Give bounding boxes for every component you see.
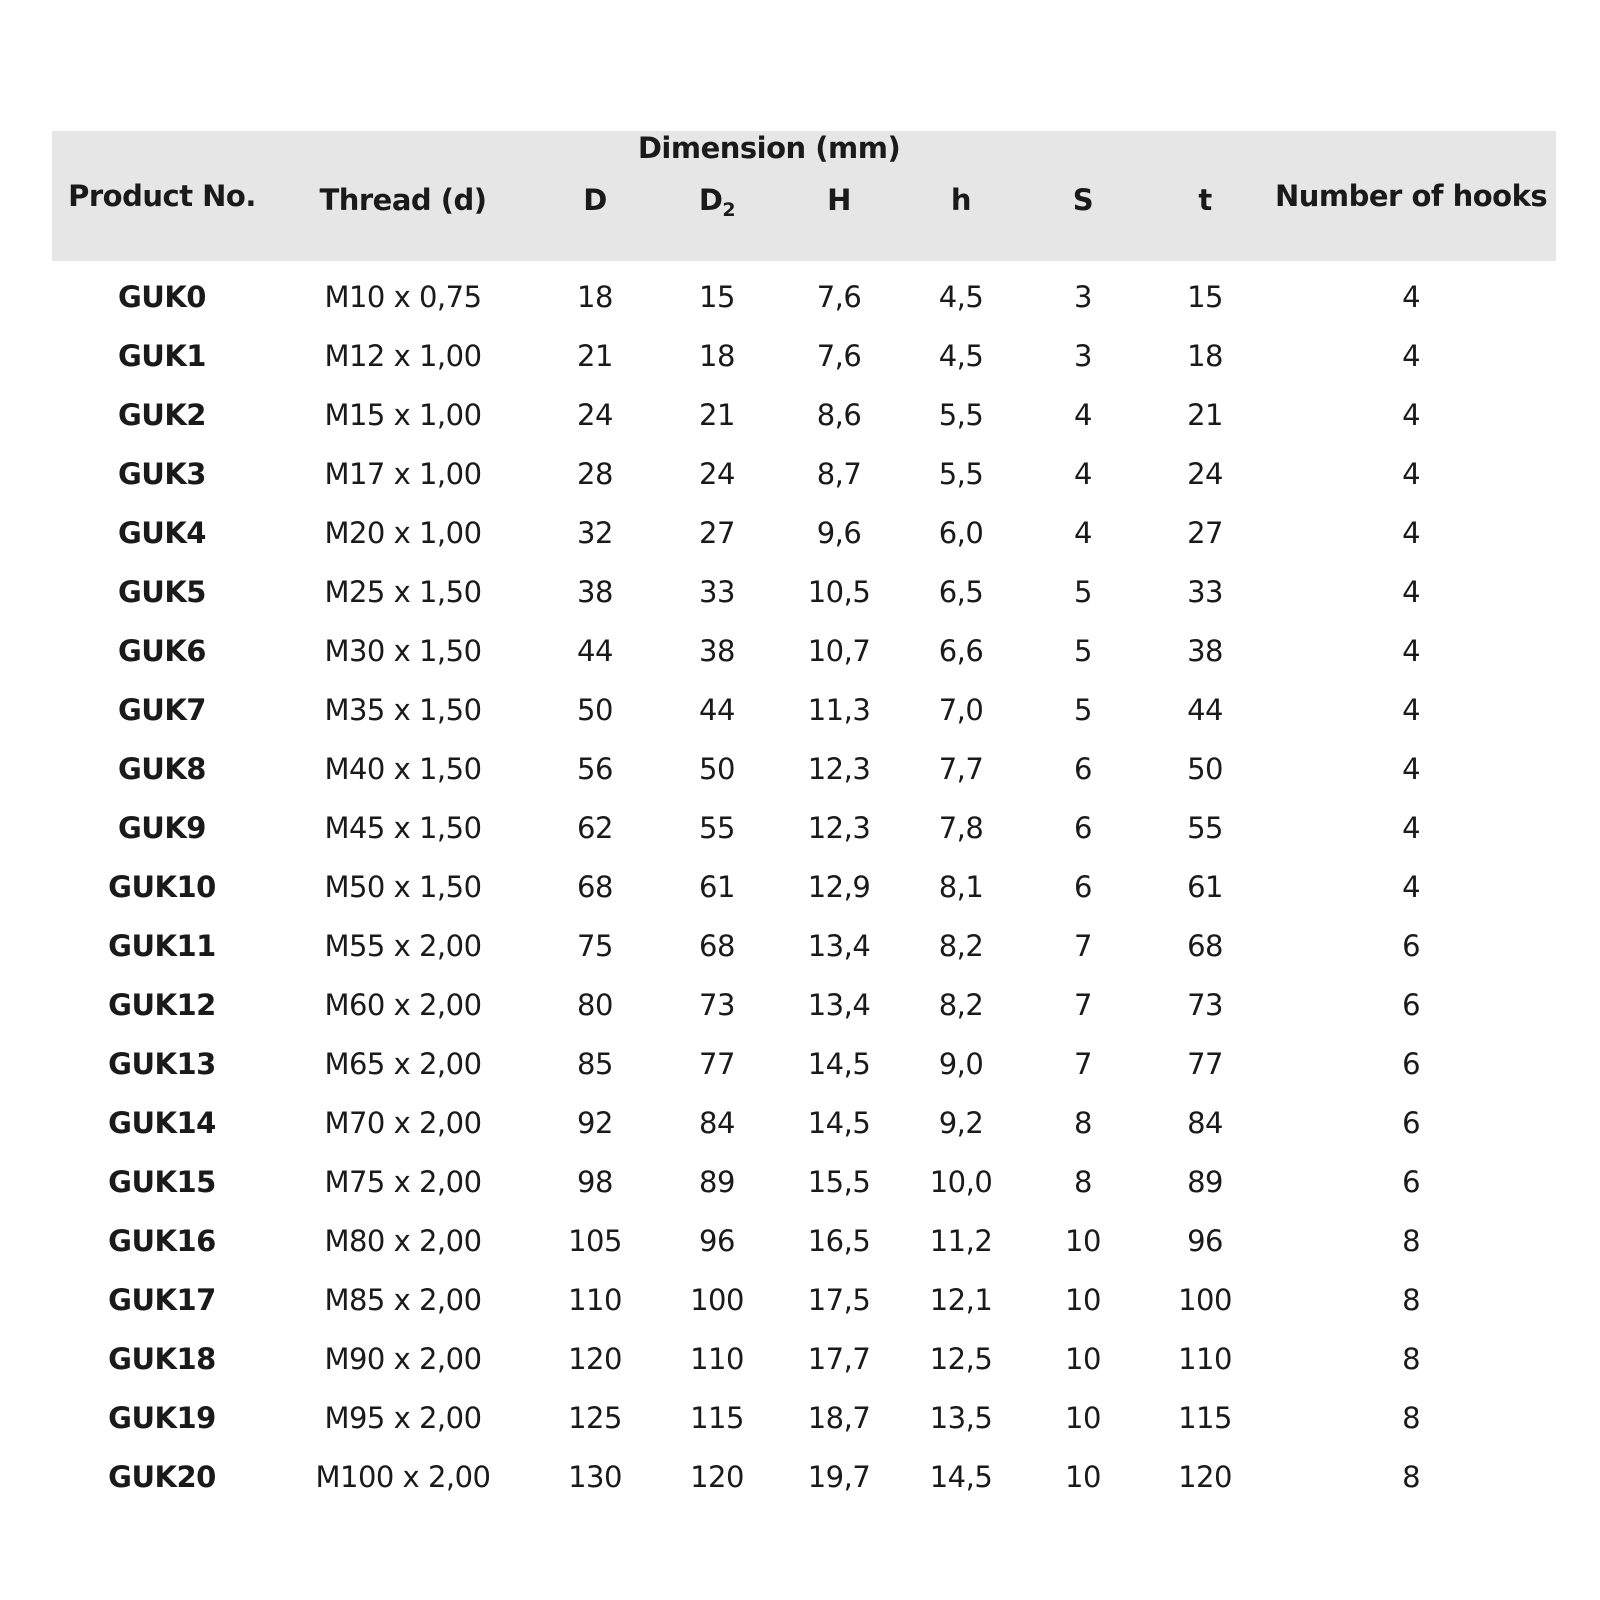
cell-hooks: 4 bbox=[1402, 633, 1421, 668]
cell-s: 10 bbox=[1065, 1459, 1101, 1494]
header-d2-subscript: 2 bbox=[722, 199, 736, 221]
cell-s: 4 bbox=[1074, 515, 1092, 550]
cell-d2: 27 bbox=[699, 515, 735, 550]
cell-h-lower: 8,1 bbox=[938, 869, 984, 904]
cell-t: 27 bbox=[1187, 515, 1223, 550]
table-row bbox=[52, 1034, 1556, 1093]
cell-d-outer: 38 bbox=[577, 574, 613, 609]
cell-h-upper: 18,7 bbox=[807, 1400, 871, 1435]
cell-s: 5 bbox=[1074, 633, 1092, 668]
cell-thread: M60 x 2,00 bbox=[324, 987, 482, 1022]
cell-d2: 38 bbox=[699, 633, 735, 668]
cell-t: 38 bbox=[1187, 633, 1223, 668]
cell-hooks: 8 bbox=[1402, 1341, 1421, 1376]
cell-d2: 68 bbox=[699, 928, 735, 963]
cell-h-upper: 12,3 bbox=[807, 810, 871, 845]
cell-product: GUK13 bbox=[108, 1046, 216, 1081]
cell-hooks: 4 bbox=[1402, 692, 1421, 727]
header-thread: Thread (d) bbox=[319, 183, 487, 217]
cell-h-lower: 9,2 bbox=[938, 1105, 984, 1140]
cell-h-upper: 15,5 bbox=[807, 1164, 871, 1199]
cell-h-lower: 6,0 bbox=[938, 515, 984, 550]
cell-product: GUK15 bbox=[108, 1164, 216, 1199]
cell-d2: 73 bbox=[699, 987, 735, 1022]
cell-thread: M90 x 2,00 bbox=[324, 1341, 482, 1376]
cell-d-outer: 24 bbox=[577, 397, 613, 432]
cell-thread: M12 x 1,00 bbox=[324, 338, 482, 373]
cell-hooks: 6 bbox=[1402, 1046, 1421, 1081]
cell-thread: M75 x 2,00 bbox=[324, 1164, 482, 1199]
cell-s: 10 bbox=[1065, 1400, 1101, 1435]
cell-thread: M50 x 1,50 bbox=[324, 869, 482, 904]
cell-t: 100 bbox=[1178, 1282, 1232, 1317]
cell-h-upper: 9,6 bbox=[816, 515, 862, 550]
cell-thread: M65 x 2,00 bbox=[324, 1046, 482, 1081]
cell-d-outer: 130 bbox=[568, 1459, 622, 1494]
cell-thread: M70 x 2,00 bbox=[324, 1105, 482, 1140]
header-dimension-group: Dimension (mm) bbox=[637, 131, 901, 165]
cell-t: 96 bbox=[1187, 1223, 1223, 1258]
cell-h-upper: 12,9 bbox=[807, 869, 871, 904]
cell-d2: 18 bbox=[699, 338, 735, 373]
cell-hooks: 4 bbox=[1402, 515, 1421, 550]
cell-d2: 55 bbox=[699, 810, 735, 845]
table-row bbox=[52, 1211, 1556, 1270]
cell-h-upper: 7,6 bbox=[816, 338, 862, 373]
cell-thread: M35 x 1,50 bbox=[324, 692, 482, 727]
header-h-upper: H bbox=[827, 183, 851, 217]
cell-h-upper: 14,5 bbox=[807, 1105, 871, 1140]
cell-t: 18 bbox=[1187, 338, 1223, 373]
table-row bbox=[52, 385, 1556, 444]
cell-h-upper: 13,4 bbox=[807, 987, 871, 1022]
cell-s: 7 bbox=[1074, 987, 1092, 1022]
cell-h-lower: 11,2 bbox=[929, 1223, 993, 1258]
table-row bbox=[52, 1093, 1556, 1152]
header-d2-base: D bbox=[698, 183, 723, 217]
table-row bbox=[52, 562, 1556, 621]
cell-t: 84 bbox=[1187, 1105, 1223, 1140]
cell-product: GUK16 bbox=[108, 1223, 216, 1258]
cell-h-lower: 6,5 bbox=[938, 574, 984, 609]
table-header bbox=[52, 131, 1556, 261]
cell-product: GUK5 bbox=[117, 574, 206, 609]
header-d-outer: D bbox=[583, 183, 607, 217]
table-row bbox=[52, 916, 1556, 975]
cell-h-upper: 7,6 bbox=[816, 279, 862, 314]
cell-s: 10 bbox=[1065, 1341, 1101, 1376]
cell-thread: M45 x 1,50 bbox=[324, 810, 482, 845]
cell-h-lower: 7,0 bbox=[938, 692, 984, 727]
cell-d2: 89 bbox=[699, 1164, 735, 1199]
cell-hooks: 8 bbox=[1402, 1223, 1421, 1258]
cell-product: GUK14 bbox=[108, 1105, 216, 1140]
cell-h-lower: 5,5 bbox=[938, 397, 984, 432]
cell-t: 15 bbox=[1187, 279, 1223, 314]
table-row bbox=[52, 621, 1556, 680]
cell-d-outer: 105 bbox=[568, 1223, 622, 1258]
cell-hooks: 6 bbox=[1402, 928, 1421, 963]
header-h-lower: h bbox=[950, 183, 972, 217]
cell-product: GUK1 bbox=[117, 338, 206, 373]
cell-thread: M55 x 2,00 bbox=[324, 928, 482, 963]
cell-hooks: 4 bbox=[1402, 279, 1421, 314]
cell-d-outer: 62 bbox=[577, 810, 613, 845]
cell-d-outer: 44 bbox=[577, 633, 613, 668]
cell-thread: M80 x 2,00 bbox=[324, 1223, 482, 1258]
cell-h-lower: 9,0 bbox=[938, 1046, 984, 1081]
cell-h-lower: 13,5 bbox=[929, 1400, 993, 1435]
cell-s: 5 bbox=[1074, 692, 1092, 727]
cell-t: 21 bbox=[1187, 397, 1223, 432]
cell-hooks: 8 bbox=[1402, 1282, 1421, 1317]
cell-h-upper: 11,3 bbox=[807, 692, 871, 727]
cell-product: GUK11 bbox=[108, 928, 216, 963]
cell-d-outer: 18 bbox=[577, 279, 613, 314]
cell-d-outer: 21 bbox=[577, 338, 613, 373]
cell-product: GUK7 bbox=[117, 692, 206, 727]
cell-d-outer: 56 bbox=[577, 751, 613, 786]
cell-d2: 44 bbox=[699, 692, 735, 727]
cell-h-upper: 10,5 bbox=[807, 574, 871, 609]
cell-s: 7 bbox=[1074, 1046, 1092, 1081]
cell-s: 5 bbox=[1074, 574, 1092, 609]
cell-t: 55 bbox=[1187, 810, 1223, 845]
cell-s: 3 bbox=[1074, 338, 1092, 373]
table-row bbox=[52, 1388, 1556, 1447]
cell-t: 77 bbox=[1187, 1046, 1223, 1081]
cell-product: GUK8 bbox=[117, 751, 206, 786]
cell-s: 4 bbox=[1074, 397, 1092, 432]
cell-h-lower: 12,1 bbox=[929, 1282, 993, 1317]
cell-d2: 77 bbox=[699, 1046, 735, 1081]
cell-h-lower: 6,6 bbox=[938, 633, 984, 668]
cell-h-lower: 8,2 bbox=[938, 987, 984, 1022]
table-row bbox=[52, 1152, 1556, 1211]
cell-d-outer: 80 bbox=[577, 987, 613, 1022]
cell-d-outer: 28 bbox=[577, 456, 613, 491]
cell-s: 6 bbox=[1074, 869, 1092, 904]
cell-h-lower: 4,5 bbox=[938, 279, 984, 314]
cell-s: 8 bbox=[1074, 1105, 1092, 1140]
cell-d2: 61 bbox=[699, 869, 735, 904]
cell-product: GUK20 bbox=[108, 1459, 216, 1494]
cell-hooks: 8 bbox=[1402, 1459, 1421, 1494]
cell-s: 10 bbox=[1065, 1223, 1101, 1258]
header-t: t bbox=[1198, 183, 1212, 217]
table-row bbox=[52, 680, 1556, 739]
cell-h-upper: 17,7 bbox=[807, 1341, 871, 1376]
cell-hooks: 4 bbox=[1402, 810, 1421, 845]
cell-h-upper: 8,6 bbox=[816, 397, 862, 432]
cell-t: 68 bbox=[1187, 928, 1223, 963]
cell-s: 3 bbox=[1074, 279, 1092, 314]
cell-thread: M15 x 1,00 bbox=[324, 397, 482, 432]
cell-hooks: 6 bbox=[1402, 987, 1421, 1022]
cell-product: GUK10 bbox=[108, 869, 216, 904]
cell-s: 6 bbox=[1074, 810, 1092, 845]
header-row-group bbox=[52, 131, 1556, 169]
cell-product: GUK17 bbox=[108, 1282, 216, 1317]
cell-hooks: 4 bbox=[1402, 574, 1421, 609]
table-row bbox=[52, 261, 1556, 326]
cell-h-upper: 19,7 bbox=[807, 1459, 871, 1494]
cell-product: GUK18 bbox=[108, 1341, 216, 1376]
cell-hooks: 4 bbox=[1402, 397, 1421, 432]
cell-product: GUK4 bbox=[117, 515, 206, 550]
cell-d2: 84 bbox=[699, 1105, 735, 1140]
cell-d-outer: 50 bbox=[577, 692, 613, 727]
cell-s: 10 bbox=[1065, 1282, 1101, 1317]
cell-thread: M17 x 1,00 bbox=[324, 456, 482, 491]
cell-thread: M40 x 1,50 bbox=[324, 751, 482, 786]
cell-thread: M20 x 1,00 bbox=[324, 515, 482, 550]
cell-hooks: 8 bbox=[1402, 1400, 1421, 1435]
cell-h-upper: 12,3 bbox=[807, 751, 871, 786]
cell-hooks: 6 bbox=[1402, 1105, 1421, 1140]
cell-t: 33 bbox=[1187, 574, 1223, 609]
cell-product: GUK19 bbox=[108, 1400, 216, 1435]
table-row bbox=[52, 1329, 1556, 1388]
cell-h-lower: 5,5 bbox=[938, 456, 984, 491]
cell-s: 4 bbox=[1074, 456, 1092, 491]
header-product-no: Product No. bbox=[68, 179, 256, 213]
table-body bbox=[52, 261, 1556, 1506]
table-row bbox=[52, 798, 1556, 857]
cell-s: 7 bbox=[1074, 928, 1092, 963]
cell-product: GUK12 bbox=[108, 987, 216, 1022]
cell-thread: M95 x 2,00 bbox=[324, 1400, 482, 1435]
table-row bbox=[52, 1270, 1556, 1329]
cell-t: 24 bbox=[1187, 456, 1223, 491]
cell-h-upper: 10,7 bbox=[807, 633, 871, 668]
header-s: S bbox=[1072, 183, 1094, 217]
cell-s: 6 bbox=[1074, 751, 1092, 786]
cell-hooks: 4 bbox=[1402, 456, 1421, 491]
cell-t: 44 bbox=[1187, 692, 1223, 727]
cell-thread: M85 x 2,00 bbox=[324, 1282, 482, 1317]
dimension-table bbox=[52, 131, 1556, 1506]
cell-t: 89 bbox=[1187, 1164, 1223, 1199]
cell-product: GUK0 bbox=[117, 279, 206, 314]
cell-h-lower: 7,7 bbox=[938, 751, 984, 786]
cell-d2: 24 bbox=[699, 456, 735, 491]
cell-t: 110 bbox=[1178, 1341, 1232, 1376]
cell-d-outer: 92 bbox=[577, 1105, 613, 1140]
cell-d2: 96 bbox=[699, 1223, 735, 1258]
cell-d-outer: 125 bbox=[568, 1400, 622, 1435]
table-row bbox=[52, 975, 1556, 1034]
table-row bbox=[52, 1447, 1556, 1506]
cell-d2: 15 bbox=[699, 279, 735, 314]
cell-h-upper: 17,5 bbox=[807, 1282, 871, 1317]
cell-d2: 50 bbox=[699, 751, 735, 786]
cell-d-outer: 68 bbox=[577, 869, 613, 904]
cell-d2: 100 bbox=[690, 1282, 744, 1317]
cell-h-lower: 8,2 bbox=[938, 928, 984, 963]
cell-d2: 115 bbox=[690, 1400, 744, 1435]
table-row bbox=[52, 503, 1556, 562]
cell-h-upper: 13,4 bbox=[807, 928, 871, 963]
cell-d-outer: 120 bbox=[568, 1341, 622, 1376]
cell-s: 8 bbox=[1074, 1164, 1092, 1199]
cell-t: 115 bbox=[1178, 1400, 1232, 1435]
cell-d2: 21 bbox=[699, 397, 735, 432]
cell-thread: M30 x 1,50 bbox=[324, 633, 482, 668]
cell-h-lower: 14,5 bbox=[929, 1459, 993, 1494]
cell-h-lower: 12,5 bbox=[929, 1341, 993, 1376]
cell-thread: M10 x 0,75 bbox=[324, 279, 482, 314]
table-row bbox=[52, 444, 1556, 503]
cell-d-outer: 75 bbox=[577, 928, 613, 963]
cell-t: 120 bbox=[1178, 1459, 1232, 1494]
cell-t: 61 bbox=[1187, 869, 1223, 904]
cell-d2: 33 bbox=[699, 574, 735, 609]
cell-thread: M25 x 1,50 bbox=[324, 574, 482, 609]
cell-h-upper: 14,5 bbox=[807, 1046, 871, 1081]
cell-h-lower: 10,0 bbox=[929, 1164, 993, 1199]
cell-d-outer: 98 bbox=[577, 1164, 613, 1199]
header-number-of-hooks: Number of hooks bbox=[1275, 179, 1548, 213]
cell-thread: M100 x 2,00 bbox=[315, 1459, 491, 1494]
cell-product: GUK2 bbox=[117, 397, 206, 432]
cell-d2: 110 bbox=[690, 1341, 744, 1376]
cell-d2: 120 bbox=[690, 1459, 744, 1494]
cell-t: 73 bbox=[1187, 987, 1223, 1022]
cell-product: GUK6 bbox=[117, 633, 206, 668]
cell-hooks: 4 bbox=[1402, 869, 1421, 904]
cell-h-upper: 8,7 bbox=[816, 456, 862, 491]
cell-product: GUK9 bbox=[117, 810, 206, 845]
cell-hooks: 6 bbox=[1402, 1164, 1421, 1199]
table-row bbox=[52, 326, 1556, 385]
cell-t: 50 bbox=[1187, 751, 1223, 786]
header-d2 bbox=[656, 169, 778, 261]
table-row bbox=[52, 739, 1556, 798]
cell-d-outer: 32 bbox=[577, 515, 613, 550]
cell-hooks: 4 bbox=[1402, 338, 1421, 373]
cell-h-lower: 7,8 bbox=[938, 810, 984, 845]
cell-d-outer: 110 bbox=[568, 1282, 622, 1317]
table-row bbox=[52, 857, 1556, 916]
cell-hooks: 4 bbox=[1402, 751, 1421, 786]
cell-h-lower: 4,5 bbox=[938, 338, 984, 373]
cell-d-outer: 85 bbox=[577, 1046, 613, 1081]
cell-h-upper: 16,5 bbox=[807, 1223, 871, 1258]
cell-product: GUK3 bbox=[117, 456, 206, 491]
